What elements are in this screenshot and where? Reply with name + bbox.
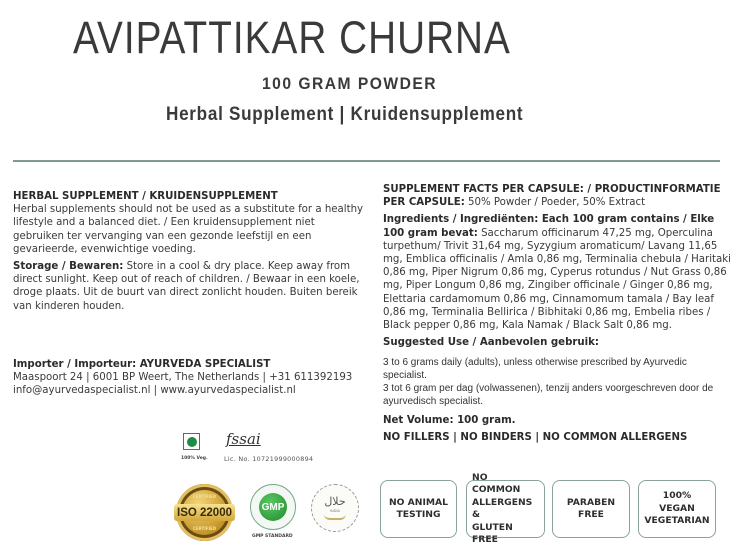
herbal-supplement-heading: HERBAL SUPPLEMENT / KRUIDENSUPPLEMENT [13, 191, 278, 202]
net-volume: Net Volume: 100 gram. [383, 415, 516, 427]
badge-no-animal-testing [380, 480, 457, 538]
license-number: Lic. No. 10721999000894 [224, 455, 314, 463]
ingredients-label: Ingredients / Ingrediënten: Each 100 gram contains / Elke 100 gram bevat: [383, 214, 715, 239]
product-tagline: Herbal Supplement | Kruidensupplement [166, 104, 524, 125]
iso-22000-seal-icon [176, 484, 233, 541]
iso-ring-bottom: CERTIFIED [192, 526, 217, 531]
storage-section [13, 260, 365, 313]
product-title: AVIPATTIKAR CHURNA [73, 12, 511, 63]
importer-address: Maaspoort 24 | 6001 BP Weert, The Netherlands | +31 611392193 [13, 372, 353, 384]
importer-section [13, 358, 373, 398]
badge-vegan-vegetarian [638, 480, 716, 538]
badge-paraben-free [552, 480, 630, 538]
iso-ring-top: CERTIFIED [192, 494, 217, 499]
storage-label: Storage / Bewaren: [13, 261, 124, 273]
ingredients [383, 213, 733, 332]
divider-line [13, 160, 720, 162]
supplement-facts-label: SUPPLEMENT FACTS PER CAPSULE: / PRODUCTINFORMATIE PER CAPSULE: [383, 184, 721, 209]
badge-line: GLUTEN FREE [472, 521, 513, 545]
veg-symbol-icon [183, 433, 200, 450]
suggested-use-nl: 3 tot 6 gram per dag (volwassenen), tenzij anders voorgeschreven door de ayurvedisch specialist. [383, 383, 714, 408]
badge-line: VEGETARIAN [644, 515, 710, 527]
suggested-use-en: 3 to 6 grams daily (adults), unless otherwise prescribed by Ayurvedic specialist. [383, 357, 687, 382]
halal-sub: INDIA [330, 509, 340, 513]
badge-line: NO ANIMAL [388, 496, 449, 508]
supplement-facts-text: 50% Powder / Poeder, 50% Extract [464, 197, 646, 209]
storage-text: Store in a cool & dry place. Keep away from direct sunlight. Keep out of reach of children. / Bewaar in een koele, droge plaats. Uit de buurt van direct zonlicht houden. Buiten bereik van kinderen houden. [13, 261, 360, 312]
importer-label: Importer / Importeur: AYURVEDA SPECIALIST [13, 359, 271, 370]
suggested-use-label: Suggested Use / Aanbevolen gebruik: [383, 337, 599, 349]
halal-seal-icon [311, 484, 359, 532]
gmp-seal-text: GMP [259, 493, 287, 521]
badge-line: 100% VEGAN [659, 490, 695, 514]
fssai-logo: fssai [226, 430, 261, 448]
gmp-label: GMP STANDARD [252, 534, 293, 539]
right-column [383, 183, 733, 444]
badge-line: NO COMMON [472, 471, 521, 495]
badge-no-common-allergens [466, 471, 545, 545]
badge-line: FREE [578, 509, 604, 520]
no-fillers-line: NO FILLERS | NO BINDERS | NO COMMON ALLERGENS [383, 431, 688, 443]
ingredients-text: Saccharum officinarum 47,25 mg, Operculina turpethum/ Trivit 31,64 mg, Syzygium aromaticum/ Lavang 11,65 mg, Emblica officinalis / Amla 0,86 mg, Terminalia chebula / Haritaki 0,86 mg, Piper Nigrum 0,86 mg, Cyperus rotundus / Nut Grass 0,86 mg, Piper Longum 0,86 mg, Zingiber officinale / Ginger 0,86 mg, Elettaria cardamomum 0,86 mg, Cinnamomum tamala / Bay leaf 0,86 mg, Terminalia Bellirica / Bibhitaki 0,86 mg, Embelia ribes / Black pepper 0,86 mg, Kala Namak / Black Salt 0,86 mg. [383, 227, 732, 332]
left-column [13, 190, 365, 313]
badge-line: PARABEN [566, 496, 616, 508]
badge-line: TESTING [396, 509, 441, 520]
supplement-facts [383, 183, 733, 209]
gmp-seal-icon [250, 484, 296, 530]
veg-label: 100% Veg. [181, 456, 208, 461]
disclaimer-text: Herbal supplements should not be used as a substitute for a healthy lifestyle and a balanced diet. / Een kruidensupplement niet gebruiken ter vervanging van een gezonde leefstijl en een gevarieerde, evenwichtige voeding. [13, 204, 364, 255]
halal-glyph: حلال [324, 495, 346, 508]
badge-line: ALLERGENS & [472, 496, 533, 520]
iso-seal-text: ISO 22000 [174, 504, 235, 521]
product-subtitle: 100 GRAM POWDER [262, 74, 438, 93]
halal-leaf-icon [324, 514, 346, 520]
importer-contact: info@ayurvedaspecialist.nl | www.ayurvedaspecialist.nl [13, 385, 296, 397]
